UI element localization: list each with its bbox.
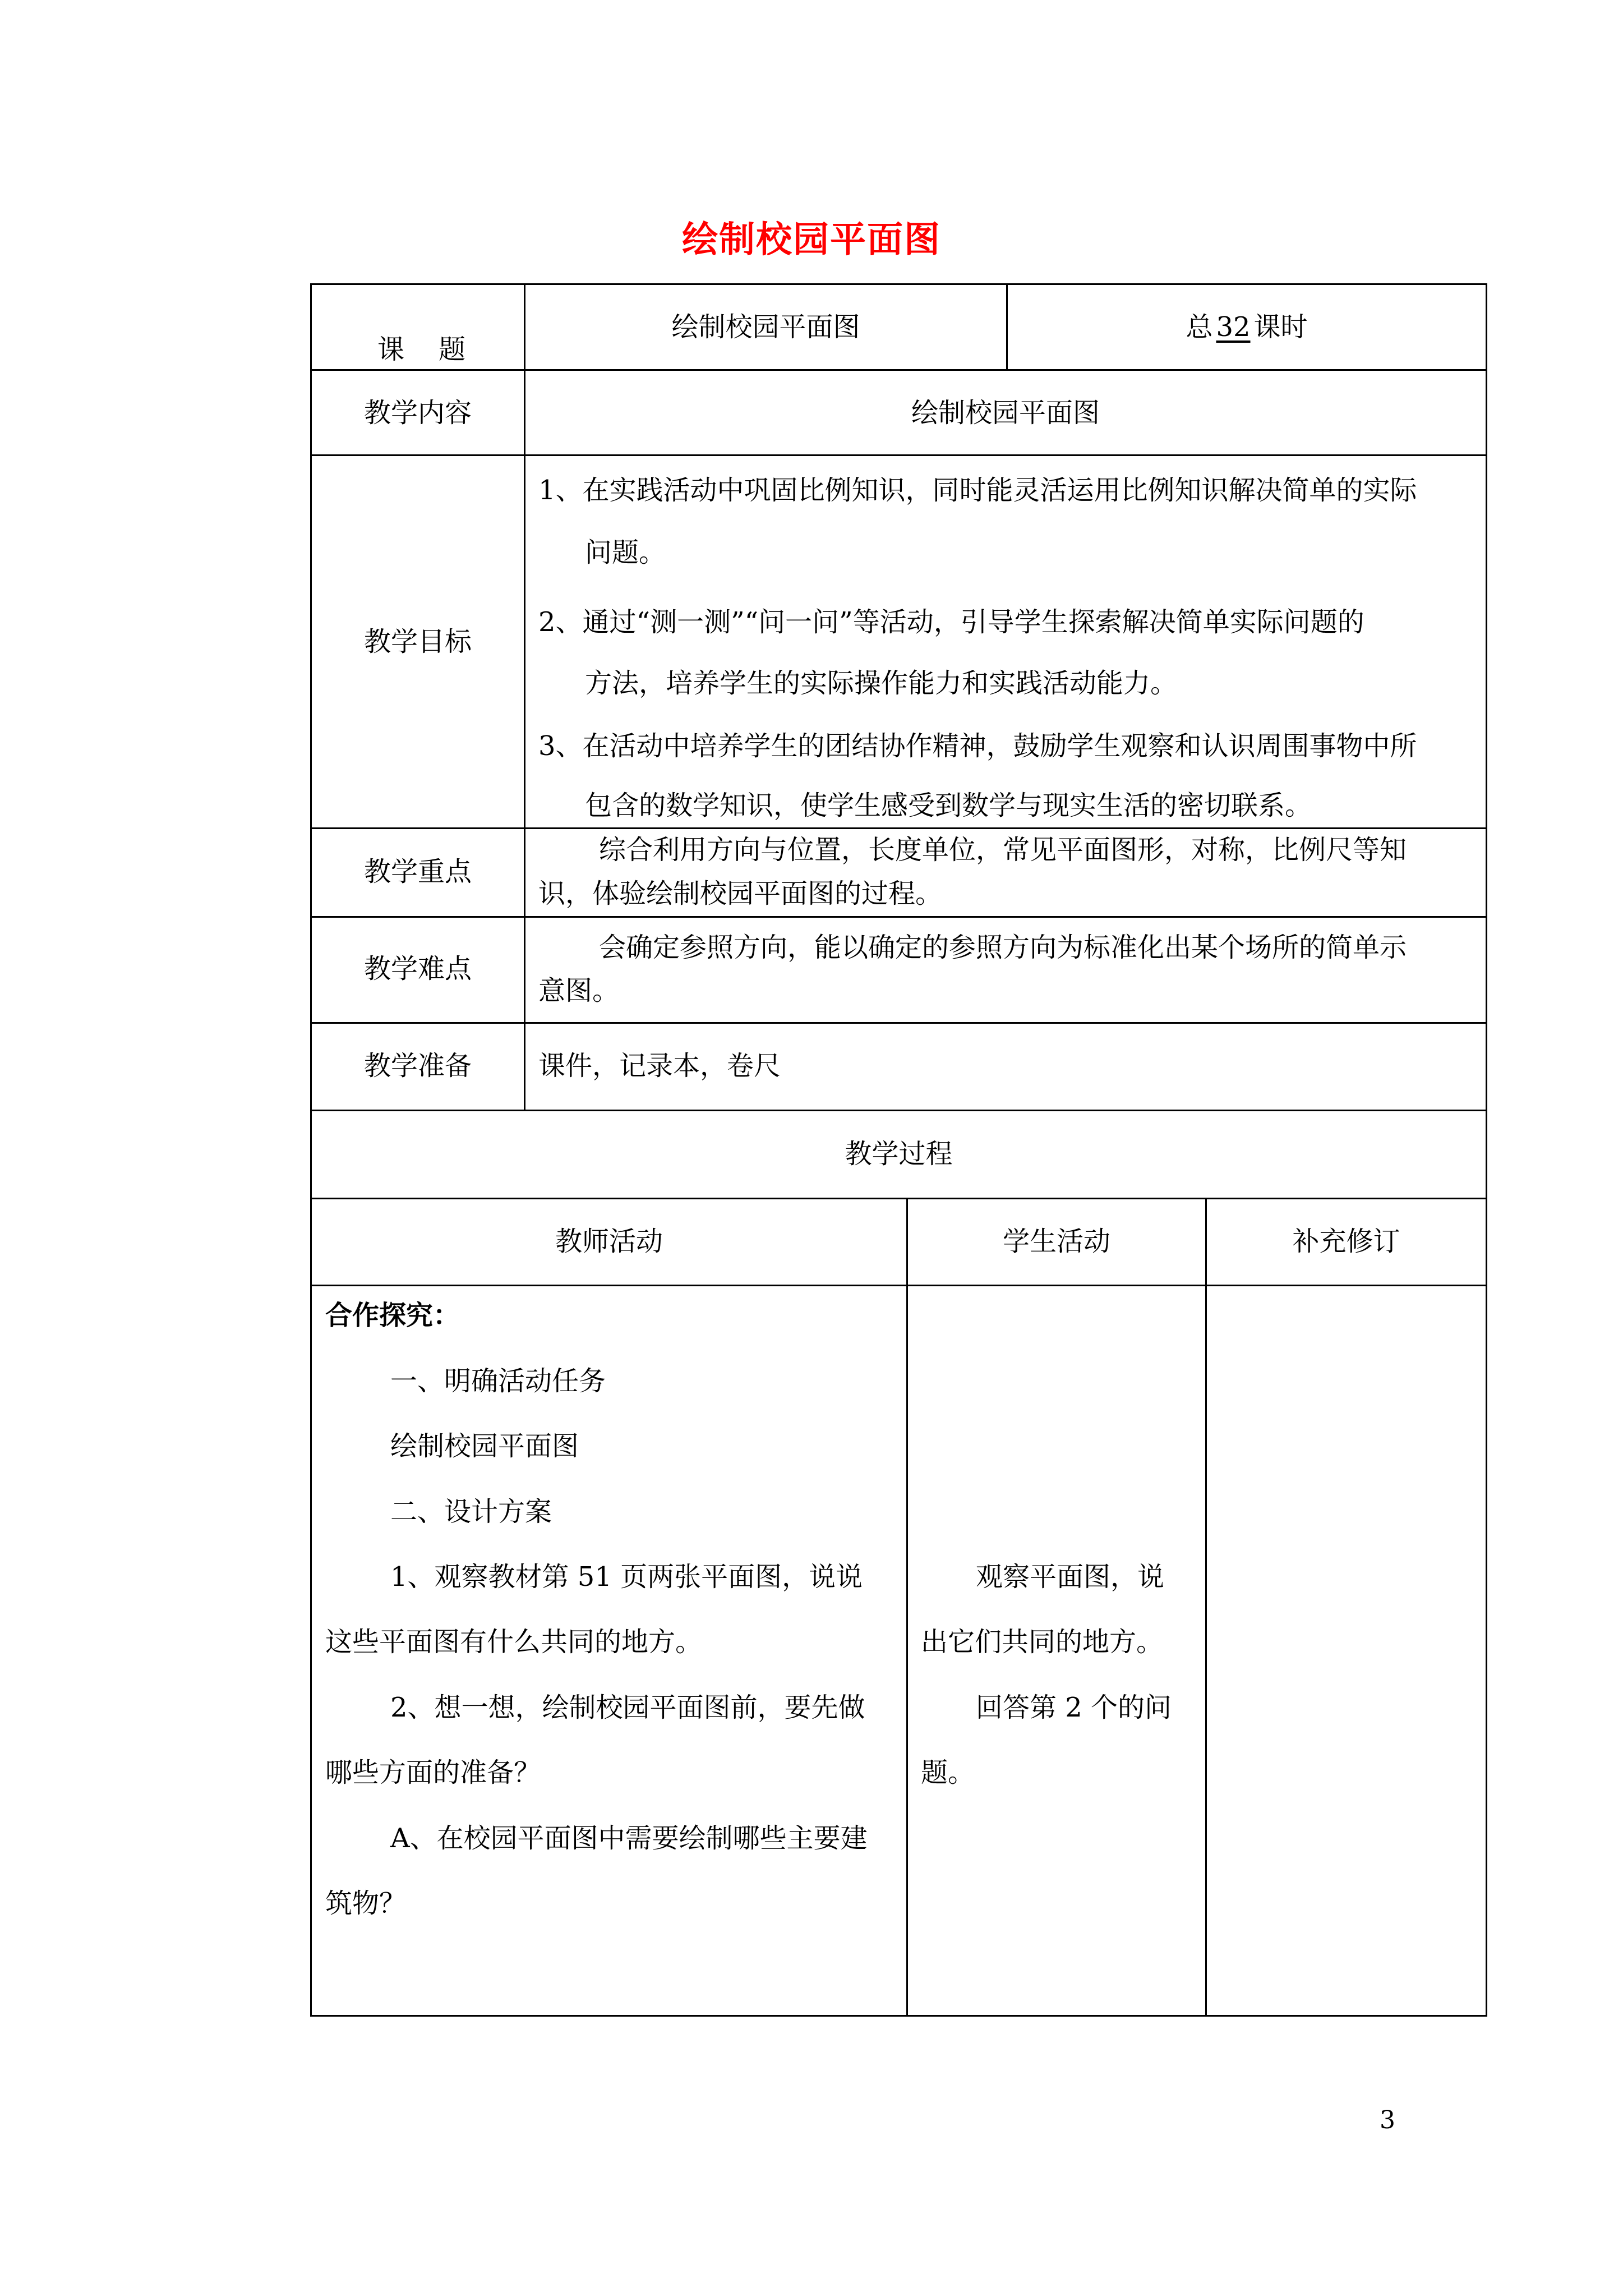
content-value: 绘制校园平面图 xyxy=(911,397,1100,429)
content-label: 教学内容 xyxy=(363,397,472,429)
goal-item-2-line2: 方法，培养学生的实际操作能力和实践活动能力。 xyxy=(585,668,1178,699)
difficulties-line1: 会确定参照方向，能以确定的参照方向为标准化出某个场所的简单示 xyxy=(599,932,1407,963)
preparation-value: 课件，记录本，卷尺 xyxy=(538,1050,781,1082)
period-prefix: 总 xyxy=(1186,311,1213,343)
teacher-line-6: 这些平面图有什么共同的地方。 xyxy=(325,1626,703,1658)
teacher-line-9: A、在校园平面图中需要绘制哪些主要建 xyxy=(390,1823,868,1854)
page-title: 绘制校园平面图 xyxy=(682,219,941,261)
teacher-line-7: 2、想一想，绘制校园平面图前，要先做 xyxy=(390,1692,865,1723)
period-count xyxy=(1008,310,1486,344)
column-revision: 补充修订 xyxy=(1292,1226,1400,1257)
student-line-2: 出它们共同的地方。 xyxy=(921,1626,1164,1658)
period-suffix: 课时 xyxy=(1253,311,1308,343)
period-number: 32 xyxy=(1216,311,1251,343)
difficulties-label: 教学难点 xyxy=(363,953,472,984)
student-line-3: 回答第 2 个的问 xyxy=(976,1692,1172,1723)
column-teacher: 教师活动 xyxy=(555,1226,663,1257)
teacher-line-4: 二、设计方案 xyxy=(390,1496,552,1527)
goal-item-3-line2: 包含的数学知识，使学生感受到数学与现实生活的密切联系。 xyxy=(585,790,1312,821)
goal-item-1-line1: 1、在实践活动中巩固比例知识，同时能灵活运用比例知识解决简单的实际 xyxy=(538,475,1417,506)
column-student: 学生活动 xyxy=(1002,1226,1110,1257)
student-line-1: 观察平面图，说 xyxy=(976,1561,1165,1593)
teacher-line-10: 筑物？ xyxy=(325,1888,407,1919)
student-line-4: 题。 xyxy=(921,1757,975,1788)
key-points-line2: 识，体验绘制校园平面图的过程。 xyxy=(538,878,943,909)
goal-item-3-line1: 3、在活动中培养学生的团结协作精神，鼓励学生观察和认识周围事物中所 xyxy=(538,730,1417,762)
teacher-line-3: 绘制校园平面图 xyxy=(390,1430,579,1462)
goal-item-1-line2: 问题。 xyxy=(585,537,666,568)
process-label: 教学过程 xyxy=(845,1138,953,1170)
topic-label: 课 题 xyxy=(377,334,466,365)
goals-label: 教学目标 xyxy=(363,626,472,657)
page-number: 3 xyxy=(1380,2106,1395,2134)
key-points-label: 教学重点 xyxy=(363,856,472,887)
teacher-line-2: 一、明确活动任务 xyxy=(390,1365,606,1397)
goal-item-2-line1: 2、通过“测一测”“问一问”等活动，引导学生探索解决简单实际问题的 xyxy=(538,606,1364,638)
topic-value: 绘制校园平面图 xyxy=(671,311,860,343)
key-points-line1: 综合利用方向与位置，长度单位，常见平面图形，对称，比例尺等知 xyxy=(599,834,1407,866)
teacher-line-1: 合作探究： xyxy=(325,1300,460,1331)
teacher-line-8: 哪些方面的准备？ xyxy=(325,1757,541,1788)
difficulties-line2: 意图。 xyxy=(538,975,620,1006)
preparation-label: 教学准备 xyxy=(363,1050,472,1082)
teacher-line-5: 1、观察教材第 51 页两张平面图，说说 xyxy=(390,1561,863,1593)
